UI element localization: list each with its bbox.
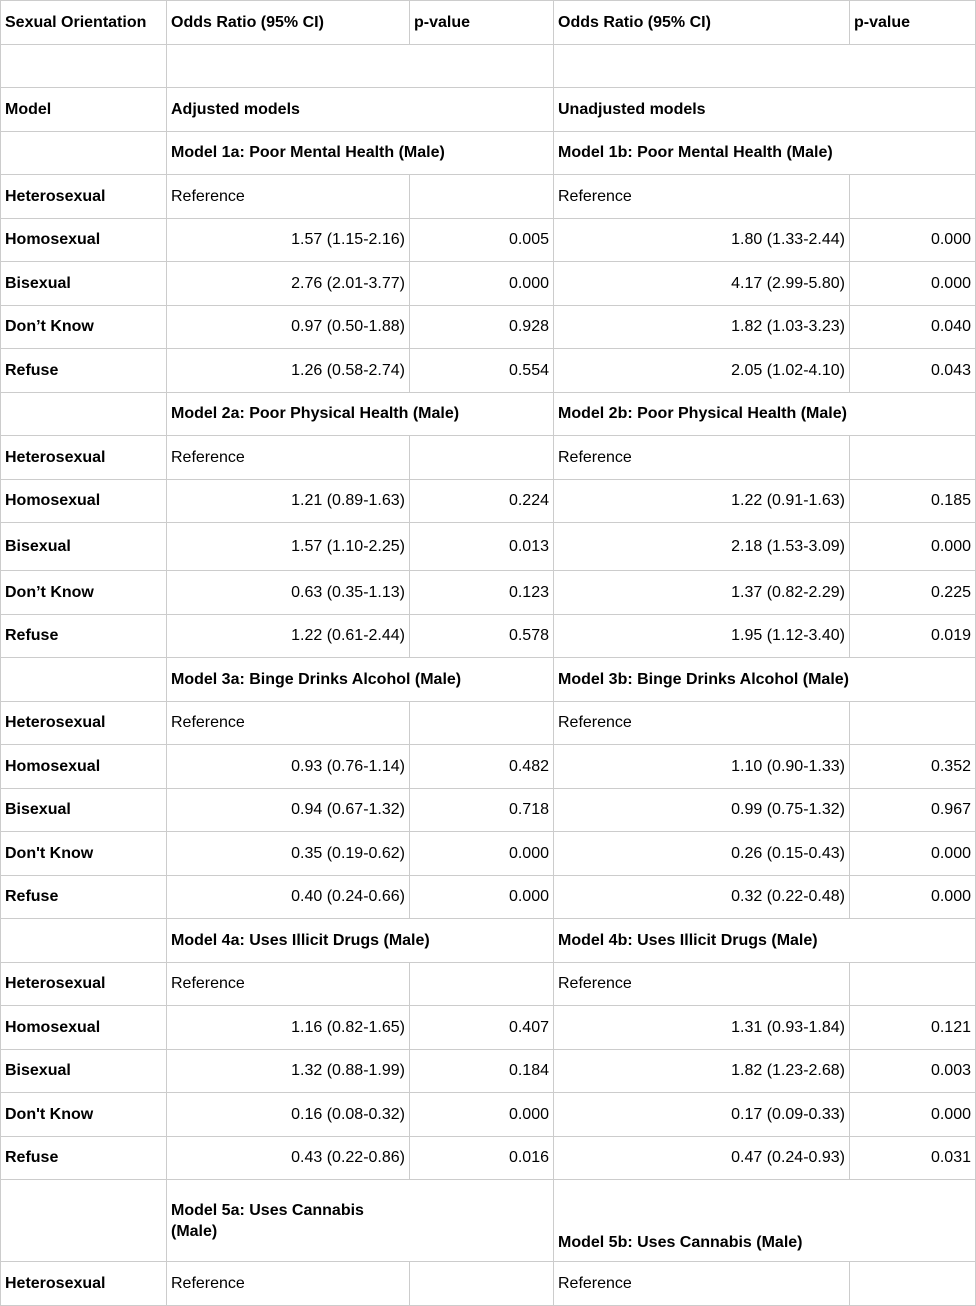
unadjusted-model-title: Model 3b: Binge Drinks Alcohol (Male) <box>554 658 976 702</box>
orientation-label: Heterosexual <box>1 175 167 219</box>
adjusted-model-title: Model 3a: Binge Drinks Alcohol (Male) <box>167 658 554 702</box>
orientation-label: Refuse <box>1 875 167 919</box>
unadjusted-odds-ratio-cell: 1.80 (1.33-2.44) <box>554 218 850 262</box>
orientation-label: Homosexual <box>1 1006 167 1050</box>
unadjusted-odds-ratio-cell: 0.99 (0.75-1.32) <box>554 788 850 832</box>
unadjusted-p-value-cell: 0.185 <box>850 479 976 523</box>
unadjusted-p-value-cell: 0.000 <box>850 832 976 876</box>
unadjusted-p-value-cell: 0.225 <box>850 571 976 615</box>
orientation-label: Heterosexual <box>1 436 167 480</box>
orientation-label: Homosexual <box>1 479 167 523</box>
table-row <box>1 614 976 658</box>
adjusted-p-value-cell <box>410 701 554 745</box>
unadjusted-p-value-cell: 0.003 <box>850 1049 976 1093</box>
table-row <box>1 1093 976 1137</box>
adjusted-odds-ratio-cell: 0.94 (0.67-1.32) <box>167 788 410 832</box>
adjusted-p-value-cell: 0.224 <box>410 479 554 523</box>
orientation-label: Homosexual <box>1 218 167 262</box>
adjusted-odds-ratio-cell: 1.57 (1.10-2.25) <box>167 523 410 571</box>
unadjusted-odds-ratio-cell: 1.82 (1.03-3.23) <box>554 305 850 349</box>
table-row <box>1 745 976 789</box>
adjusted-p-value-cell: 0.013 <box>410 523 554 571</box>
table-row <box>1 962 976 1006</box>
model-row <box>1 88 976 132</box>
unadjusted-model-title: Model 5b: Uses Cannabis (Male) <box>554 1180 976 1262</box>
adjusted-model-title: Model 1a: Poor Mental Health (Male) <box>167 131 554 175</box>
adjusted-p-value-cell: 0.005 <box>410 218 554 262</box>
blank-cell <box>1 658 167 702</box>
header-row <box>1 1 976 45</box>
unadjusted-p-value-cell: 0.000 <box>850 262 976 306</box>
table-row <box>1 875 976 919</box>
unadjusted-odds-ratio-cell: 2.05 (1.02-4.10) <box>554 349 850 393</box>
orientation-label: Refuse <box>1 349 167 393</box>
model-label: Model <box>1 88 167 132</box>
adjusted-odds-ratio-cell: 0.40 (0.24-0.66) <box>167 875 410 919</box>
adjusted-p-value-cell: 0.000 <box>410 832 554 876</box>
blank-cell <box>1 131 167 175</box>
orientation-label: Heterosexual <box>1 1262 167 1306</box>
unadjusted-model-title: Model 4b: Uses Illicit Drugs (Male) <box>554 919 976 963</box>
adjusted-odds-ratio-cell: Reference <box>167 962 410 1006</box>
table-row <box>1 701 976 745</box>
unadjusted-p-value-cell: 0.040 <box>850 305 976 349</box>
model-title-row <box>1 1180 976 1262</box>
adjusted-odds-ratio-cell: 0.35 (0.19-0.62) <box>167 832 410 876</box>
unadjusted-odds-ratio-cell: 1.10 (0.90-1.33) <box>554 745 850 789</box>
unadjusted-p-value-cell <box>850 962 976 1006</box>
model-title-row <box>1 919 976 963</box>
unadjusted-p-value-cell <box>850 436 976 480</box>
unadjusted-p-value-cell: 0.000 <box>850 523 976 571</box>
unadjusted-p-value-cell: 0.000 <box>850 1093 976 1137</box>
unadjusted-odds-ratio-cell: 1.37 (0.82-2.29) <box>554 571 850 615</box>
orientation-label: Bisexual <box>1 262 167 306</box>
table-row <box>1 305 976 349</box>
orientation-label: Bisexual <box>1 1049 167 1093</box>
table-row <box>1 1006 976 1050</box>
model-title-row <box>1 392 976 436</box>
adjusted-odds-ratio-cell: 1.21 (0.89-1.63) <box>167 479 410 523</box>
table-row <box>1 1262 976 1306</box>
unadjusted-p-value-cell <box>850 701 976 745</box>
unadjusted-odds-ratio-cell: Reference <box>554 962 850 1006</box>
unadjusted-odds-ratio-cell: 0.26 (0.15-0.43) <box>554 832 850 876</box>
table-row <box>1 788 976 832</box>
blank-cell <box>167 44 554 88</box>
unadjusted-odds-ratio-cell: Reference <box>554 175 850 219</box>
blank-cell <box>1 919 167 963</box>
adjusted-odds-ratio-cell: 1.26 (0.58-2.74) <box>167 349 410 393</box>
orientation-label: Heterosexual <box>1 962 167 1006</box>
model-title-row <box>1 131 976 175</box>
adjusted-p-value-cell: 0.407 <box>410 1006 554 1050</box>
blank-cell <box>1 392 167 436</box>
unadjusted-odds-ratio-cell: 2.18 (1.53-3.09) <box>554 523 850 571</box>
unadjusted-odds-ratio-cell: 0.32 (0.22-0.48) <box>554 875 850 919</box>
unadjusted-odds-ratio-cell: 1.95 (1.12-3.40) <box>554 614 850 658</box>
blank-row <box>1 44 976 88</box>
unadjusted-p-value-cell: 0.000 <box>850 875 976 919</box>
adjusted-p-value-cell: 0.184 <box>410 1049 554 1093</box>
unadjusted-odds-ratio-cell: Reference <box>554 436 850 480</box>
orientation-label: Bisexual <box>1 523 167 571</box>
unadjusted-p-value-cell: 0.043 <box>850 349 976 393</box>
adjusted-p-value-cell: 0.000 <box>410 262 554 306</box>
adjusted-p-value-cell: 0.718 <box>410 788 554 832</box>
adjusted-odds-ratio-cell: 1.22 (0.61-2.44) <box>167 614 410 658</box>
adjusted-p-value-cell: 0.554 <box>410 349 554 393</box>
adjusted-p-value-cell: 0.578 <box>410 614 554 658</box>
header-sexual-orientation: Sexual Orientation <box>1 1 167 45</box>
table-row <box>1 479 976 523</box>
table-row <box>1 1136 976 1180</box>
unadjusted-p-value-cell: 0.967 <box>850 788 976 832</box>
orientation-label: Don't Know <box>1 1093 167 1137</box>
orientation-label: Don’t Know <box>1 571 167 615</box>
adjusted-p-value-cell <box>410 175 554 219</box>
table-row <box>1 218 976 262</box>
unadjusted-model-title: Model 2b: Poor Physical Health (Male) <box>554 392 976 436</box>
table-row <box>1 262 976 306</box>
adjusted-p-value-cell: 0.928 <box>410 305 554 349</box>
adjusted-odds-ratio-cell: 0.93 (0.76-1.14) <box>167 745 410 789</box>
blank-cell <box>1 1180 167 1262</box>
adjusted-p-value-cell: 0.123 <box>410 571 554 615</box>
header-adjusted-p-value: p-value <box>410 1 554 45</box>
orientation-label: Refuse <box>1 614 167 658</box>
adjusted-model-title: Model 5a: Uses Cannabis (Male) <box>167 1180 554 1262</box>
unadjusted-p-value-cell <box>850 175 976 219</box>
adjusted-p-value-cell: 0.482 <box>410 745 554 789</box>
adjusted-odds-ratio-cell: Reference <box>167 701 410 745</box>
table-row <box>1 832 976 876</box>
orientation-label: Don't Know <box>1 832 167 876</box>
blank-cell <box>554 44 976 88</box>
adjusted-p-value-cell <box>410 962 554 1006</box>
unadjusted-p-value-cell: 0.121 <box>850 1006 976 1050</box>
adjusted-odds-ratio-cell: 1.16 (0.82-1.65) <box>167 1006 410 1050</box>
orientation-label: Refuse <box>1 1136 167 1180</box>
adjusted-odds-ratio-cell: Reference <box>167 175 410 219</box>
table-body <box>1 1 976 1306</box>
unadjusted-odds-ratio-cell: 0.47 (0.24-0.93) <box>554 1136 850 1180</box>
unadjusted-odds-ratio-cell: 1.82 (1.23-2.68) <box>554 1049 850 1093</box>
header-adjusted-odds-ratio: Odds Ratio (95% CI) <box>167 1 410 45</box>
unadjusted-odds-ratio-cell: 0.17 (0.09-0.33) <box>554 1093 850 1137</box>
adjusted-odds-ratio-cell: Reference <box>167 1262 410 1306</box>
adjusted-p-value-cell <box>410 1262 554 1306</box>
adjusted-p-value-cell: 0.000 <box>410 1093 554 1137</box>
adjusted-odds-ratio-cell: 1.32 (0.88-1.99) <box>167 1049 410 1093</box>
table-row <box>1 349 976 393</box>
unadjusted-model-title: Model 1b: Poor Mental Health (Male) <box>554 131 976 175</box>
unadjusted-p-value-cell: 0.031 <box>850 1136 976 1180</box>
orientation-label: Bisexual <box>1 788 167 832</box>
blank-cell <box>1 44 167 88</box>
unadjusted-p-value-cell <box>850 1262 976 1306</box>
orientation-label: Don’t Know <box>1 305 167 349</box>
table-row <box>1 1049 976 1093</box>
adjusted-odds-ratio-cell: 1.57 (1.15-2.16) <box>167 218 410 262</box>
adjusted-odds-ratio-cell: 0.97 (0.50-1.88) <box>167 305 410 349</box>
orientation-label: Homosexual <box>1 745 167 789</box>
orientation-label: Heterosexual <box>1 701 167 745</box>
unadjusted-odds-ratio-cell: Reference <box>554 701 850 745</box>
adjusted-odds-ratio-cell: Reference <box>167 436 410 480</box>
table-row <box>1 571 976 615</box>
table-row <box>1 436 976 480</box>
model-title-row <box>1 658 976 702</box>
unadjusted-odds-ratio-cell: Reference <box>554 1262 850 1306</box>
adjusted-odds-ratio-cell: 2.76 (2.01-3.77) <box>167 262 410 306</box>
unadjusted-p-value-cell: 0.019 <box>850 614 976 658</box>
header-unadjusted-p-value: p-value <box>850 1 976 45</box>
adjusted-model-title: Model 2a: Poor Physical Health (Male) <box>167 392 554 436</box>
adjusted-odds-ratio-cell: 0.16 (0.08-0.32) <box>167 1093 410 1137</box>
adjusted-odds-ratio-cell: 0.63 (0.35-1.13) <box>167 571 410 615</box>
adjusted-p-value-cell: 0.000 <box>410 875 554 919</box>
table-row <box>1 175 976 219</box>
unadjusted-odds-ratio-cell: 1.22 (0.91-1.63) <box>554 479 850 523</box>
unadjusted-models-label: Unadjusted models <box>554 88 976 132</box>
adjusted-p-value-cell <box>410 436 554 480</box>
unadjusted-p-value-cell: 0.352 <box>850 745 976 789</box>
unadjusted-odds-ratio-cell: 1.31 (0.93-1.84) <box>554 1006 850 1050</box>
unadjusted-p-value-cell: 0.000 <box>850 218 976 262</box>
header-unadjusted-odds-ratio: Odds Ratio (95% CI) <box>554 1 850 45</box>
adjusted-p-value-cell: 0.016 <box>410 1136 554 1180</box>
adjusted-models-label: Adjusted models <box>167 88 554 132</box>
adjusted-model-title: Model 4a: Uses Illicit Drugs (Male) <box>167 919 554 963</box>
unadjusted-odds-ratio-cell: 4.17 (2.99-5.80) <box>554 262 850 306</box>
table-row <box>1 523 976 571</box>
adjusted-odds-ratio-cell: 0.43 (0.22-0.86) <box>167 1136 410 1180</box>
